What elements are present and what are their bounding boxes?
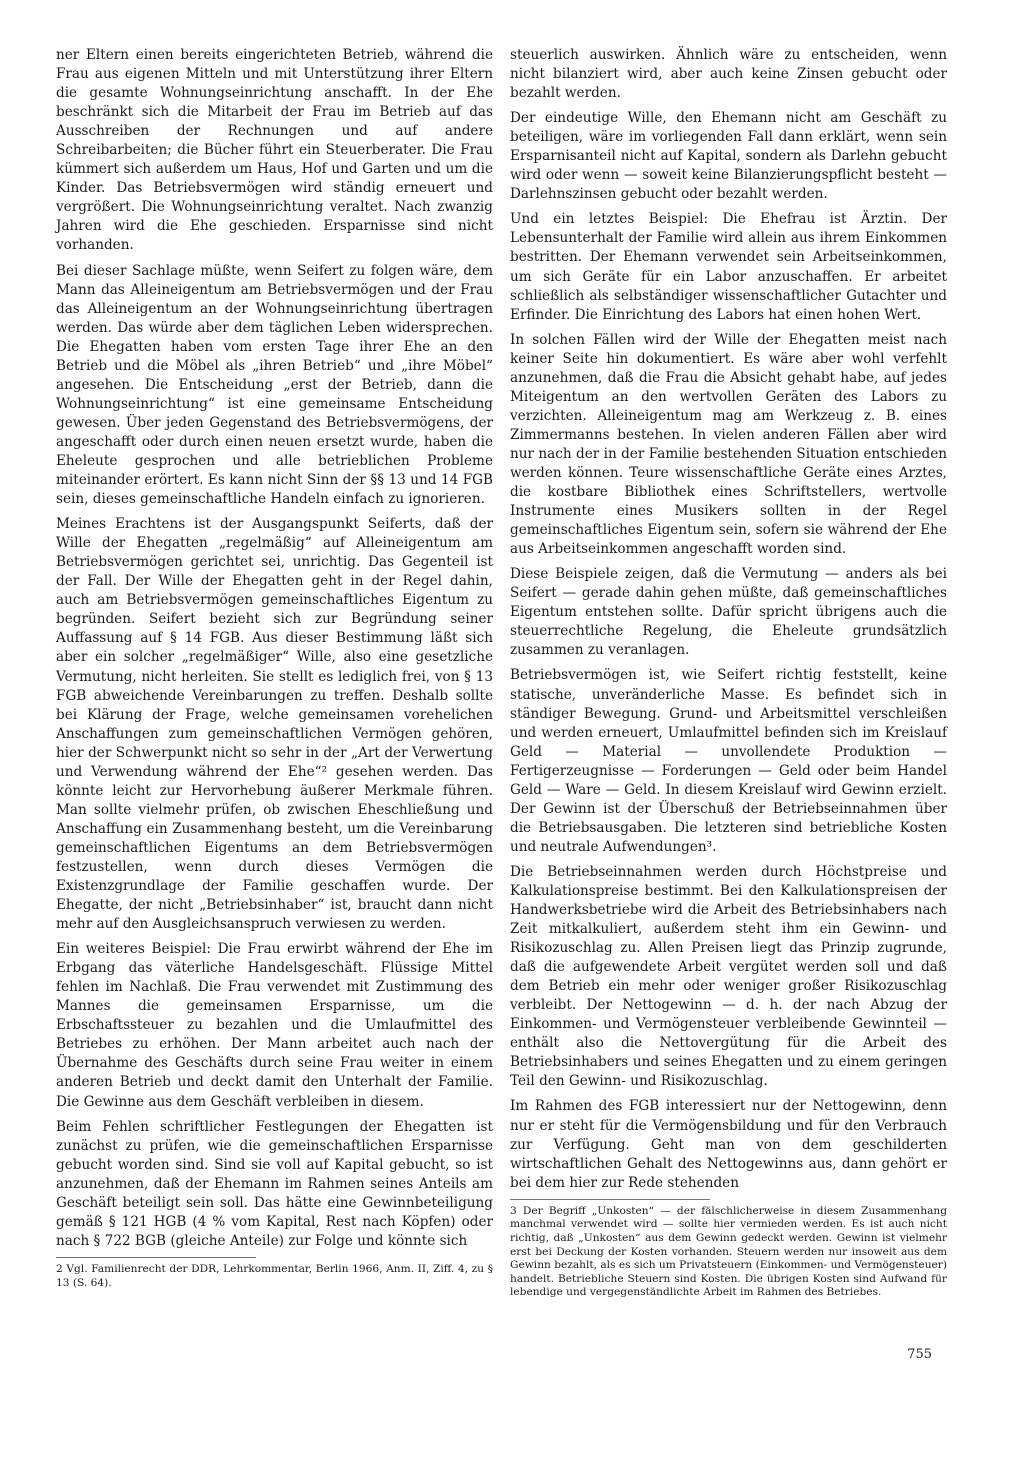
left-paragraph-4: Ein weiteres Beispiel: Die Frau erwirbt während der Ehe im Erbgang das väterliche Handelsgeschäft. Flüssige Mittel fehlen im Nachlaß. Die Frau verwendet mit Zustimmung des Mannes die gemeinsamen Ersparnisse, um die Erbschaftssteuer zu bezahlen und die Umlaufmittel des Betriebes zu erhöhen. Der Mann arbeitet auch nach der Übernahme des Geschäfts durch seine Frau weiter in einem anderen Betrieb und deckt damit den Unterhalt der Familie. Die Gewinne aus dem Geschäft verbleiben in diesem. [56,941,493,1110]
right-paragraph-6: Betriebsvermögen ist, wie Seifert richtig feststellt, keine statische, unveränderliche Masse. Es befindet sich in ständiger Bewegung. Grund- und Arbeitsmittel verschleißen und werden erneuert, Umlaufmittel befinden sich im Kreislauf Geld — Material — unvollendete Produktion — Fertigerzeugnisse — Forderungen — Geld oder beim Handel Geld — Ware — Geld. In diesem Kreislauf wird Gewinn erzielt. Der Gewinn ist der Überschuß der Betriebseinnahmen über die Betriebsausgaben. Die letzteren sind betriebliche Kosten und neutrale Aufwendungen³. [510,667,947,855]
left-paragraph-3: Meines Erachtens ist der Ausgangspunkt Seiferts, daß der Wille der Ehegatten „regelmäßig“ auf Alleineigentum am Betriebsvermögen gerichtet sei, unrichtig. Das Gegenteil ist der Fall. Der Wille der Ehegatten geht in der Regel dahin, auch am Betriebsvermögen gemeinschaftliches Eigentum zu begründen. Seifert bezieht sich zur Begründung seiner Auffassung auf § 14 FGB. Aus dieser Bestimmung läßt sich aber ein solcher „regelmäßiger“ Wille, also eine gesetzliche Vermutung, nicht herleiten. Sie stellt es lediglich frei, von § 13 FGB abweichende Vereinbarungen zu treffen. Deshalb sollte bei Klärung der Frage, welche gemeinsamen vorehelichen Anschaffungen zum gemeinschaftlichen Vermögen gehören, hier der Schwerpunkt nicht so sehr in der „Art der Verwertung und Verwendung während der Ehe“² gesehen werden. Das könnte leicht zur Hervorhebung äußerer Merkmale führen. Man sollte vielmehr prüfen, ob zwischen Eheschließung und Anschaffung ein Zusammenhang besteht, um die Vereinbarung gemeinschaftlichen Eigentums an dem Betriebsvermögen festzustellen, wenn durch dieses Vermögen die Existenzgrundlage der Familie geschaffen wurde. Der Ehegatte, der nicht „Betriebsinhaber“ ist, braucht dann nicht mehr auf den Ausgleichsanspruch verwiesen zu werden. [56,516,493,933]
left-paragraph-2: Bei dieser Sachlage müßte, wenn Seifert zu folgen wäre, dem Mann das Alleineigentum am Betriebsvermögen und der Frau das Alleineigentum an der Wohnungseinrichtung übertragen werden. Das würde aber dem täglichen Leben widersprechen. Die Ehegatten haben vom ersten Tage ihrer Ehe an den Betrieb und die Möbel als „ihren Betrieb“ und „ihre Möbel“ angesehen. Die Entscheidung „erst der Betrieb, dann die Wohnungseinrichtung“ ist eine gemeinsame Entscheidung gewesen. Über jeden Gegenstand des Betriebsvermögens, der angeschafft oder durch einen neuen ersetzt wurde, haben die Eheleute gesprochen und alle betrieblichen Probleme miteinander erörtert. Es kann nicht Sinn der §§ 13 und 14 FGB sein, dieses gemeinschaftliche Handeln einfach zu ignorieren. [56,262,493,508]
right-paragraph-8: Im Rahmen des FGB interessiert nur der Nettogewinn, denn nur er steht für die Vermögensbildung und für den Verbrauch zur Verfügung. Geht man von dem geschilderten wirtschaftlichen Gehalt des Nettogewinns aus, dann gehört er bei dem hier zur Rede stehenden [510,1098,947,1191]
right-paragraph-3: Und ein letztes Beispiel: Die Ehefrau ist Ärztin. Der Lebensunterhalt der Familie wird allein aus ihrem Einkommen bestritten. Der Ehemann verwendet sein Arbeitseinkommen, um sich Geräte für ein Labor anzuschaffen. Er arbeitet schließlich als selbständiger wissenschaftlicher Gutachter und Erfinder. Die Einrichtung des Labors hat einen hohen Wert. [510,211,947,323]
left-paragraph-1: ner Eltern einen bereits eingerichteten Betrieb, während die Frau aus eigenen Mitteln und mit Unterstützung ihrer Eltern die gesamte Wohnungseinrichtung anschafft. In der Ehe beschränkt sich die Mitarbeit der Frau im Betrieb auf das Ausschreiben der Rechnungen und auf andere Schreibarbeiten; die Bücher führt ein Steuerberater. Die Frau kümmert sich außerdem um Haus, Hof und Garten und um die Kinder. Das Betriebsvermögen wird ständig erneuert und vergrößert. Die Wohnungseinrichtung veraltet. Nach zwanzig Jahren wird die Ehe geschieden. Ersparnisse sind nicht vorhanden. [56,47,493,254]
right-column [510,46,947,1300]
left-paragraph-5: Beim Fehlen schriftlicher Festlegungen der Ehegatten ist zunächst zu prüfen, wie die gemeinschaftlichen Ersparnisse gebucht worden sind. Sind sie voll auf Kapital gebucht, so ist anzunehmen, daß der Ehemann im Rahmen seines Anteils am Geschäft beteiligt sein soll. Das hätte eine Gewinnbeteiligung gemäß § 121 HGB (4 % vom Kapital, Rest nach Köpfen) oder nach § 722 BGB (gleiche Anteile) zur Folge und könnte sich [56,1118,493,1249]
right-paragraph-2: Der eindeutige Wille, den Ehemann nicht am Geschäft zu beteiligen, wäre im vorliegenden Fall dann erklärt, wenn sein Ersparnisanteil nicht auf Kapital, sondern als Darlehn gebucht wird oder wenn — soweit keine Bilanzierungspflicht besteht — Darlehnszinsen gebucht oder bezahlt werden. [510,110,947,203]
right-paragraph-7: Die Betriebseinnahmen werden durch Höchstpreise und Kalkulationspreise bestimmt. Bei den Kalkulationspreisen der Handwerksbetriebe wird die Arbeit des Betriebsinhabers nach Zeit mitkalkuliert, außerdem steht ihm ein Gewinn- und Risikozuschlag zu. Allen Preisen liegt das Prinzip zugrunde, daß die aufgewendete Arbeit vergütet werden soll und daß dem Betrieb ein mehr oder weniger großer Risikozuschlag verbleibt. Der Nettogewinn — d. h. der nach Abzug der Einkommen- und Vermögensteuer verbleibende Gewinnteil — enthält also die Nettovergütung für die Arbeit des Betriebsinhabers und seines Ehegatten und zu einem geringen Teil den Gewinn- und Risikozuschlag. [510,863,947,1090]
page-number: 755 [907,1347,932,1362]
footnote-3: 3 Der Begriff „Unkosten“ — der fälschlicherweise in diesem Zusammenhang manchmal verwendet wird — sollte hier vermieden werden. Es ist auch nicht richtig, daß „Unkosten“ aus dem Gewinn gedeckt werden. Gewinn ist vielmehr erst bei Deckung der Kosten vorhanden. Steuern werden nur insoweit aus dem Gewinn bezahlt, als es sich um Privatsteuern (Einkommen- und Vermögensteuer) handelt. Betriebliche Steuern sind Kosten. Die übrigen Kosten sind Aufwand für lebendige und vergegenständlichte Arbeit im Rahmen des Betriebes. [510,1204,947,1299]
footnote-2: 2 Vgl. Familienrecht der DDR, Lehrkommentar, Berlin 1966, Anm. II, Ziff. 4, zu § 13 (S. 64). [56,1262,493,1289]
right-paragraph-4: In solchen Fällen wird der Wille der Ehegatten meist nach keiner Seite hin dokumentiert. Es wäre aber wohl verfehlt anzunehmen, daß die Frau die Absicht gehabt habe, auf jedes Miteigentum an den wertvollen Geräten des Labors zu verzichten. Alleineigentum mag am Werkzeug z. B. eines Zimmermanns bestehen. In vielen anderen Fällen aber wird nur nach der in der Familie bestehenden Situation entschieden werden können. Teure wissenschaftliche Geräte eines Arztes, die kostbare Bibliothek eines Schriftstellers, wertvolle Instrumente eines Musikers sollten in der Regel gemeinschaftliches Eigentum sein, sofern sie während der Ehe aus Arbeitseinkommen angeschafft worden sind. [510,331,947,558]
right-paragraph-1: steuerlich auswirken. Ähnlich wäre zu entscheiden, wenn nicht bilanziert wird, aber auch keine Zinsen gebucht oder bezahlt werden. [510,47,947,102]
left-column [56,46,493,1290]
right-paragraph-5: Diese Beispiele zeigen, daß die Vermutung — anders als bei Seifert — gerade dahin gehen müßte, daß gemeinschaftliches Eigentum entstehen sollte. Dafür spricht übrigens auch die steuerrechtliche Regelung, die Eheleute grundsätzlich zusammen zu veranlagen. [510,566,947,659]
